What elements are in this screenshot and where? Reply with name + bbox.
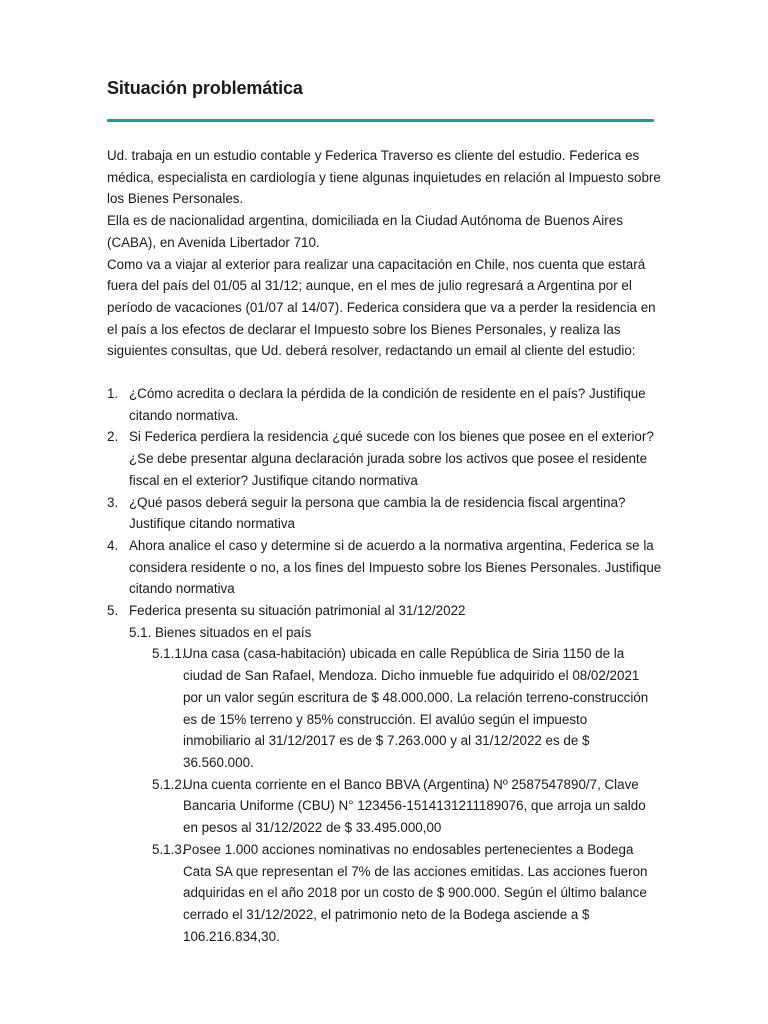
list-item-text: Si Federica perdiera la residencia ¿qué sucede con los bienes que posee en el exterior? ¿Se debe presentar alguna declaración jurada sobre los activos que posee el residente fiscal en el exterior? Justifique citando normativa [129, 429, 654, 488]
intro-text [107, 145, 662, 362]
list-item-text: ¿Cómo acredita o declara la pérdida de la condición de residente en el país? Justifique citando normativa. [129, 386, 646, 423]
asset-number: 5.1.3. [152, 841, 186, 857]
list-item [107, 383, 668, 426]
subsection-title: Bienes situados en el país [155, 624, 312, 640]
list-item-number: 5. [107, 603, 119, 619]
list-item [107, 600, 668, 622]
list-item-text: ¿Qué pasos deberá seguir la persona que cambia la de residencia fiscal argentina? Justifique citando normativa [129, 494, 626, 532]
questions-list [107, 383, 668, 947]
intro-paragraph: Ella es de nacionalidad argentina, domiciliada en la Ciudad Autónoma de Buenos Aires (CABA), en Avenida Libertador 710. [107, 213, 623, 250]
asset-item [107, 839, 668, 948]
list-item-number: 2. [107, 429, 119, 445]
list-item-number: 3. [107, 494, 119, 510]
title-divider [107, 119, 654, 122]
asset-text: Una cuenta corriente en el Banco BBVA (Argentina) Nº 2587547890/7, Clave Bancaria Uniforme (CBU) N° 123456-1514131211189076, que arroja un saldo en pesos al 31/12/2022 de $ 33.495.000,00 [183, 776, 646, 836]
asset-text: Posee 1.000 acciones nominativas no endosables pertenecientes a Bodega Cata SA que representan el 7% de las acciones emitidas. Las acciones fueron adquiridas en el año 2018 por un costo de $ 900.000. Según el último balance cerrado el 31/12/2022, el patrimonio neto de la Bodega asciende a $ 106.216.834,30. [183, 841, 648, 944]
intro-paragraph: Ud. trabaja en un estudio contable y Federica Traverso es cliente del estudio. Federica es médica, especialista en cardiología y tiene algunas inquietudes en relación al Impuesto sobre los Bienes Personales. [107, 148, 661, 207]
subsection-heading [107, 622, 668, 644]
subsection-number: 5.1. [129, 624, 152, 640]
list-item [107, 426, 668, 491]
asset-text: Una casa (casa-habitación) ubicada en calle República de Siria 1150 de la ciudad de San Rafael, Mendoza. Dicho inmueble fue adquirido el 08/02/2021 por un valor según escritura de $ 48.000.000. La relación terreno-construcción es de 15% terreno y 85% construcción. El avalúo según el impuesto inmobiliario al 31/12/2017 es de $ 7.263.000 y al 31/12/2022 es de $ 36.560.000. [183, 646, 649, 770]
list-item-text: Federica presenta su situación patrimonial al 31/12/2022 [129, 603, 466, 619]
asset-number: 5.1.2. [152, 776, 186, 792]
page-title: Situación problemática [107, 78, 303, 98]
list-item [107, 535, 668, 600]
asset-item [107, 643, 668, 773]
list-item [107, 492, 668, 535]
list-item-number: 4. [107, 537, 119, 553]
list-item-number: 1. [107, 386, 119, 402]
asset-number: 5.1.1. [152, 646, 186, 662]
intro-paragraph: Como va a viajar al exterior para realizar una capacitación en Chile, nos cuenta que estará fuera del país del 01/05 al 31/12; aunque, en el mes de julio regresará a Argentina por el período de vacaciones (01/07 al 14/07). Federica considera que va a perder la residencia en el país a los efectos de declarar el Impuesto sobre los Bienes Personales, y realiza las siguientes consultas, que Ud. deberá resolver, redactando un email al cliente del estudio: [107, 256, 656, 359]
asset-item [107, 774, 668, 839]
list-item-text: Ahora analice el caso y determine si de acuerdo a la normativa argentina, Federica se la considera residente o no, a los fines del Impuesto sobre los Bienes Personales. Justifique citando normativa [129, 537, 662, 597]
